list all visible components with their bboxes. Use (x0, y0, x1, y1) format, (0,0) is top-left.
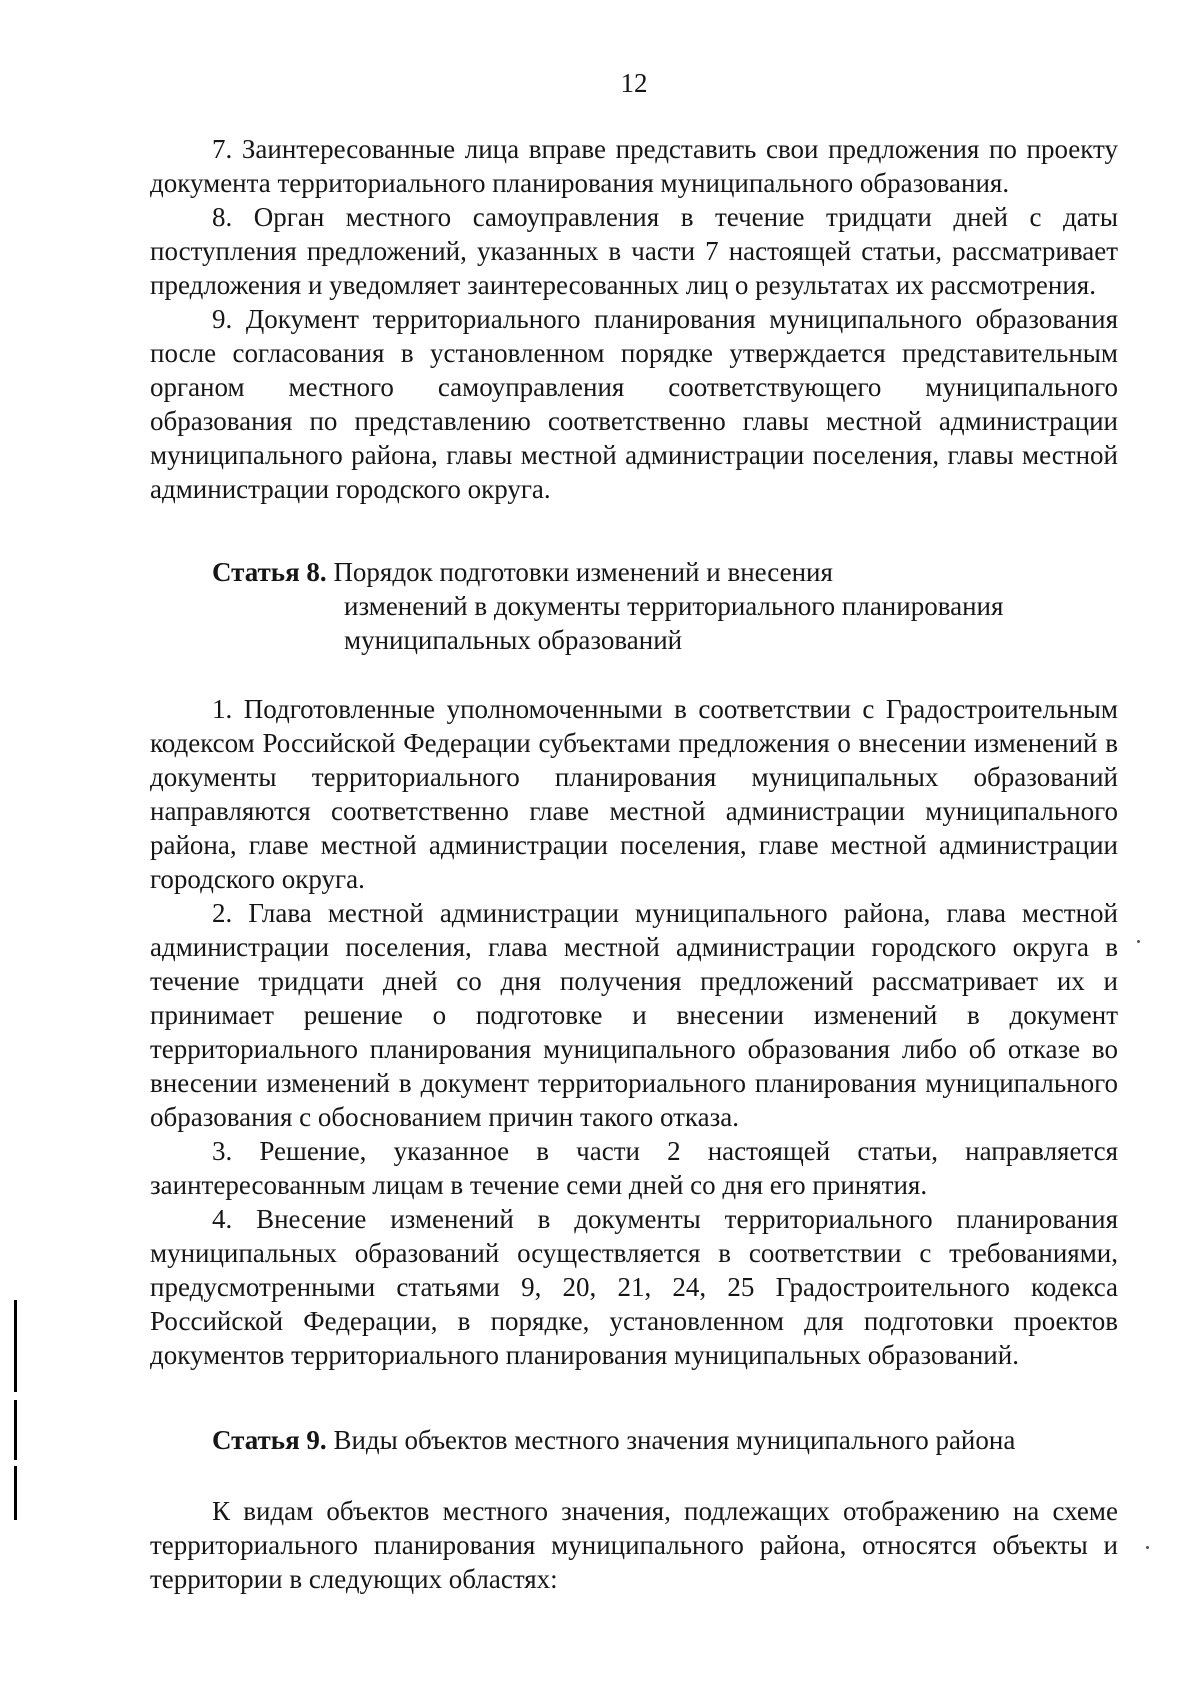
binding-mark (14, 1466, 17, 1520)
article-8-heading (212, 555, 1112, 657)
article-9-title: Виды объектов местного значения муниципального района (333, 1425, 1016, 1455)
article-8-body (150, 692, 1118, 1372)
article-8-label: Статья 8. (212, 557, 327, 587)
scan-speck (1146, 1546, 1149, 1549)
article-8-title-line-2: изменений в документы территориального планирования (344, 591, 1004, 621)
article-7-continuation (150, 132, 1118, 506)
paragraph: К видам объектов местного значения, подлежащих отображению на схеме территориального планирования муниципального района, относятся объекты и территории в следующих областях: (150, 1496, 1118, 1594)
paragraph: 7. Заинтересованные лица вправе представить свои предложения по проекту документа территориального планирования муниципального образования. (150, 134, 1118, 198)
paragraph: 2. Глава местной администрации муниципального района, глава местной администрации поселения, глава местной администрации городского округа в течение тридцати дней со дня получения предложений рассматривает их и принимает решение о подготовке и внесении изменений в документ территориального планирования муниципального образования либо об отказе во внесении изменений в документ территориального планирования муниципального образования с обоснованием причин такого отказа. (150, 898, 1118, 1132)
article-9-heading (212, 1423, 1112, 1457)
paragraph: 4. Внесение изменений в документы территориального планирования муниципальных образований осуществляется в соответствии с требованиями, предусмотренными статьями 9, 20, 21, 24, 25 Градостроительного кодекса Российской Федерации, в порядке, установленном для подготовки проектов документов территориального планирования муниципальных образований. (150, 1204, 1118, 1370)
article-9-body (150, 1494, 1118, 1596)
article-8-title-line-1: Порядок подготовки изменений и внесения (333, 557, 833, 587)
paragraph: 9. Документ территориального планирования муниципального образования после согласования в установленном порядке утверждается представительным органом местного самоуправления соответствующего муниципального образования по представлению соответственно главы местной администрации муниципального района, главы местной администрации поселения, главы местной администрации городского округа. (150, 304, 1118, 504)
binding-mark (14, 1300, 17, 1392)
paragraph: 3. Решение, указанное в части 2 настоящей статьи, направляется заинтересованным лицам в течение семи дней со дня его принятия. (150, 1136, 1118, 1200)
paragraph: 1. Подготовленные уполномоченными в соответствии с Градостроительным кодексом Российской Федерации субъектами предложения о внесении изменений в документы территориального планирования муниципальных образований направляются соответственно главе местной администрации муниципального района, главе местной администрации поселения, главе местной администрации городского округа. (150, 694, 1118, 894)
binding-mark (14, 1400, 17, 1460)
page-number: 12 (620, 68, 648, 98)
article-8-title-line-3: муниципальных образований (344, 625, 683, 655)
article-9-label: Статья 9. (212, 1425, 327, 1455)
scan-speck (1137, 940, 1140, 943)
paragraph: 8. Орган местного самоуправления в течение тридцати дней с даты поступления предложений, указанных в части 7 настоящей статьи, рассматривает предложения и уведомляет заинтересованных лиц о результатах их рассмотрения. (150, 202, 1118, 300)
